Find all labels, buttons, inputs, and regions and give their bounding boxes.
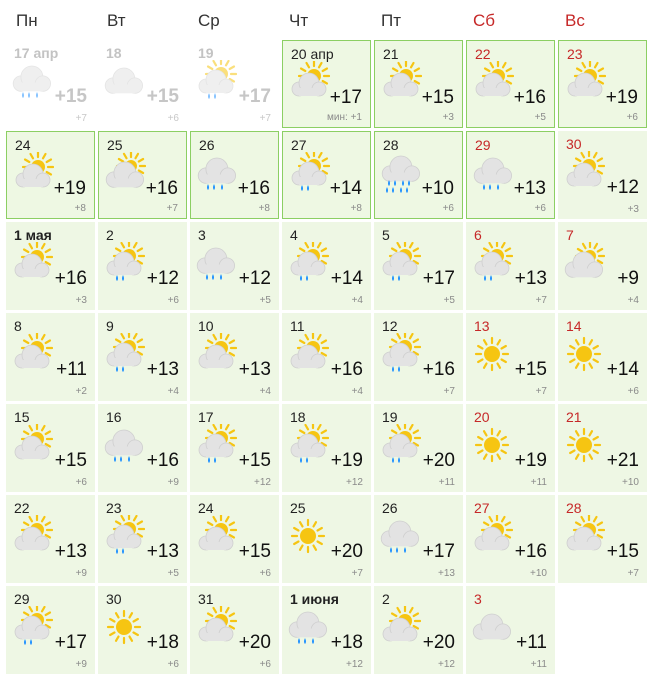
sun-rain-icon [379, 424, 421, 466]
day-min-temp: +6 [167, 659, 179, 670]
partly-cloudy-icon [471, 515, 513, 557]
day-temp: +9 [617, 268, 639, 289]
day-min-temp: +12 [254, 477, 271, 488]
day-min-temp: +6 [259, 659, 271, 670]
partly-cloudy-icon [380, 61, 422, 103]
day-label: 17 апр [14, 45, 59, 61]
day-min-temp: +9 [167, 477, 179, 488]
weekday-tue: Вт [107, 11, 126, 30]
partly-cloudy-icon [12, 152, 54, 194]
day-temp: +13 [513, 178, 546, 199]
day-min-temp: +8 [350, 203, 362, 214]
day-cell[interactable] [282, 313, 371, 401]
day-min-temp: +5 [259, 295, 271, 306]
day-min-temp: +2 [75, 386, 87, 397]
day-temp: +15 [54, 86, 87, 107]
day-label: 11 [290, 318, 305, 334]
day-temp: +15 [238, 541, 271, 562]
partly-cloudy-icon [11, 515, 53, 557]
cloudy-sun-icon [563, 242, 605, 284]
partly-cloudy-icon [564, 61, 606, 103]
day-label: 1 июня [290, 591, 339, 607]
day-label: 10 [198, 318, 214, 334]
day-temp: +19 [53, 178, 86, 199]
day-cell[interactable] [190, 131, 279, 219]
day-label: 3 [474, 591, 482, 607]
day-label: 8 [14, 318, 22, 334]
day-temp: +21 [606, 450, 639, 471]
day-temp: +15 [421, 87, 454, 108]
day-temp: +13 [146, 541, 179, 562]
day-cell[interactable] [558, 40, 647, 128]
sun-rain-icon [288, 152, 330, 194]
day-min-temp: +6 [534, 203, 546, 214]
day-temp: +17 [422, 268, 455, 289]
day-min-temp: +5 [443, 295, 455, 306]
day-temp: +17 [422, 541, 455, 562]
day-label: 12 [382, 318, 398, 334]
day-cell[interactable] [466, 495, 555, 583]
calendar-grid [6, 40, 650, 684]
day-cell[interactable] [6, 40, 95, 128]
cloud-icon [471, 606, 513, 648]
sun-icon [103, 606, 145, 648]
day-label: 13 [474, 318, 490, 334]
sun-rain-icon [287, 424, 329, 466]
day-temp: +18 [330, 632, 363, 653]
day-label: 21 [566, 409, 582, 425]
day-label: 23 [567, 46, 583, 62]
day-min-temp: +4 [167, 386, 179, 397]
sun-icon [471, 333, 513, 375]
day-min-temp: +12 [346, 659, 363, 670]
day-min-temp: +10 [622, 477, 639, 488]
day-cell[interactable] [6, 313, 95, 401]
day-min-temp: +12 [438, 659, 455, 670]
sun-rain-icon [103, 242, 145, 284]
sun-rain-icon [103, 515, 145, 557]
day-min-temp: +6 [259, 568, 271, 579]
day-label: 28 [566, 500, 582, 516]
day-cell[interactable] [190, 404, 279, 492]
day-min-temp: +6 [167, 113, 179, 124]
day-label: 30 [566, 136, 582, 152]
day-temp: +14 [330, 268, 363, 289]
day-temp: +19 [605, 87, 638, 108]
sun-icon [471, 424, 513, 466]
sun-rain-icon [379, 242, 421, 284]
day-cell[interactable] [6, 222, 95, 310]
partly-cloudy-icon [287, 333, 329, 375]
rain-cloud-icon [11, 60, 53, 102]
day-label: 2 [382, 591, 390, 607]
day-temp: +16 [513, 87, 546, 108]
heavy-rain-icon [380, 152, 422, 194]
day-cell[interactable] [558, 404, 647, 492]
rain-cloud-icon [195, 242, 237, 284]
day-min-temp: мин: +1 [327, 112, 362, 123]
day-temp: +13 [146, 359, 179, 380]
day-cell[interactable] [282, 586, 371, 674]
day-min-temp: +7 [351, 568, 363, 579]
day-cell[interactable] [374, 131, 463, 219]
day-cell[interactable] [374, 313, 463, 401]
day-temp: +16 [514, 541, 547, 562]
day-temp: +14 [606, 359, 639, 380]
day-temp: +20 [422, 450, 455, 471]
day-cell[interactable] [190, 495, 279, 583]
sun-icon [287, 515, 329, 557]
day-cell[interactable] [98, 586, 187, 674]
day-cell[interactable] [6, 495, 95, 583]
day-min-temp: +5 [167, 568, 179, 579]
day-temp: +19 [330, 450, 363, 471]
day-temp: +15 [238, 450, 271, 471]
day-cell[interactable] [466, 222, 555, 310]
weekday-header [0, 0, 660, 40]
partly-cloudy-icon [472, 61, 514, 103]
day-label: 29 [475, 137, 491, 153]
day-label: 30 [106, 591, 122, 607]
day-cell[interactable] [282, 404, 371, 492]
partly-cloudy-icon [195, 333, 237, 375]
day-temp: +20 [422, 632, 455, 653]
day-label: 9 [106, 318, 114, 334]
day-cell[interactable] [374, 40, 463, 128]
day-min-temp: +7 [535, 295, 547, 306]
day-label: 18 [106, 45, 122, 61]
day-label: 1 мая [14, 227, 52, 243]
day-temp: +13 [514, 268, 547, 289]
sun-rain-icon [379, 333, 421, 375]
day-label: 22 [475, 46, 491, 62]
day-min-temp: +7 [627, 568, 639, 579]
day-min-temp: +8 [258, 203, 270, 214]
sun-rain-icon [287, 242, 329, 284]
weekday-fri: Пт [381, 11, 402, 30]
day-label: 3 [198, 227, 206, 243]
cloudy-sun-icon [104, 152, 146, 194]
day-label: 2 [106, 227, 114, 243]
day-min-temp: +4 [351, 295, 363, 306]
day-temp: +18 [146, 632, 179, 653]
day-cell[interactable] [466, 313, 555, 401]
day-temp: +16 [422, 359, 455, 380]
rain-cloud-icon [287, 606, 329, 648]
sun-rain-icon [11, 606, 53, 648]
day-cell[interactable] [190, 313, 279, 401]
day-temp: +16 [145, 178, 178, 199]
day-label: 22 [14, 500, 30, 516]
day-label: 27 [474, 500, 490, 516]
sun-rain-icon [103, 333, 145, 375]
day-min-temp: +11 [530, 659, 547, 670]
day-temp: +17 [54, 632, 87, 653]
day-label: 24 [15, 137, 31, 153]
day-label: 4 [290, 227, 298, 243]
day-label: 26 [199, 137, 215, 153]
partly-cloudy-icon [195, 515, 237, 557]
day-temp: +19 [514, 450, 547, 471]
day-temp: +15 [146, 86, 179, 107]
partly-cloudy-icon [379, 606, 421, 648]
day-min-temp: +4 [351, 386, 363, 397]
partly-cloudy-icon [11, 424, 53, 466]
weekday-mon: Пн [16, 11, 38, 30]
day-temp: +14 [329, 178, 362, 199]
rain-cloud-icon [379, 515, 421, 557]
day-label: 17 [198, 409, 214, 425]
day-min-temp: +12 [346, 477, 363, 488]
day-min-temp: +7 [166, 203, 178, 214]
day-min-temp: +11 [530, 477, 547, 488]
day-label: 23 [106, 500, 122, 516]
day-temp: +15 [54, 450, 87, 471]
day-temp: +17 [329, 87, 362, 108]
day-label: 6 [474, 227, 482, 243]
day-min-temp: +9 [75, 659, 87, 670]
day-cell[interactable] [190, 586, 279, 674]
day-temp: +16 [146, 450, 179, 471]
cloud-icon [103, 60, 145, 102]
day-label: 5 [382, 227, 390, 243]
day-temp: +13 [238, 359, 271, 380]
day-label: 26 [382, 500, 398, 516]
day-min-temp: +4 [259, 386, 271, 397]
day-min-temp: +6 [442, 203, 454, 214]
day-min-temp: +10 [530, 568, 547, 579]
day-temp: +20 [238, 632, 271, 653]
day-cell[interactable] [466, 586, 555, 674]
partly-cloudy-icon [195, 606, 237, 648]
day-cell[interactable] [98, 495, 187, 583]
day-temp: +15 [514, 359, 547, 380]
sun-icon [563, 333, 605, 375]
day-cell[interactable] [374, 495, 463, 583]
day-min-temp: +3 [75, 295, 87, 306]
day-min-temp: +5 [534, 112, 546, 123]
rain-cloud-icon [472, 152, 514, 194]
day-label: 20 апр [291, 46, 334, 62]
day-label: 27 [291, 137, 307, 153]
day-cell[interactable] [558, 313, 647, 401]
day-min-temp: +6 [75, 477, 87, 488]
day-temp: +12 [146, 268, 179, 289]
day-cell[interactable] [6, 586, 95, 674]
day-label: 19 [198, 45, 214, 61]
day-label: 29 [14, 591, 30, 607]
day-label: 25 [290, 500, 306, 516]
sun-rain-icon [195, 60, 237, 102]
day-min-temp: +7 [443, 386, 455, 397]
day-cell[interactable] [558, 131, 647, 219]
day-label: 28 [383, 137, 399, 153]
day-cell[interactable] [374, 404, 463, 492]
day-min-temp: +11 [438, 477, 455, 488]
day-cell[interactable] [558, 495, 647, 583]
day-min-temp: +13 [438, 568, 455, 579]
day-label: 25 [107, 137, 123, 153]
day-label: 7 [566, 227, 574, 243]
day-label: 19 [382, 409, 398, 425]
day-temp: +11 [56, 359, 87, 380]
day-cell[interactable] [98, 222, 187, 310]
rain-cloud-icon [196, 152, 238, 194]
day-temp: +16 [330, 359, 363, 380]
day-cell[interactable] [6, 131, 95, 219]
day-cell[interactable] [282, 495, 371, 583]
day-cell[interactable] [466, 404, 555, 492]
day-temp: +11 [516, 632, 547, 653]
partly-cloudy-icon [288, 61, 330, 103]
day-label: 18 [290, 409, 306, 425]
weekday-sat: Сб [473, 11, 496, 30]
day-temp: +16 [54, 268, 87, 289]
partly-cloudy-icon [563, 151, 605, 193]
day-min-temp: +7 [535, 386, 547, 397]
day-label: 15 [14, 409, 30, 425]
partly-cloudy-icon [11, 242, 53, 284]
day-cell[interactable] [282, 40, 371, 128]
day-min-temp: +6 [167, 295, 179, 306]
day-cell[interactable] [190, 40, 279, 128]
day-cell[interactable] [466, 40, 555, 128]
weekday-sun: Вс [565, 11, 585, 30]
day-label: 31 [198, 591, 214, 607]
day-temp: +20 [330, 541, 363, 562]
day-cell[interactable] [98, 404, 187, 492]
day-cell[interactable] [374, 222, 463, 310]
day-label: 24 [198, 500, 214, 516]
day-min-temp: +7 [75, 113, 87, 124]
day-min-temp: +6 [626, 112, 638, 123]
day-min-temp: +3 [442, 112, 454, 123]
day-cell[interactable] [190, 222, 279, 310]
day-min-temp: +6 [627, 386, 639, 397]
day-temp: +13 [54, 541, 87, 562]
day-min-temp: +8 [74, 203, 86, 214]
day-cell[interactable] [282, 131, 371, 219]
day-min-temp: +4 [627, 295, 639, 306]
weekday-thu: Чт [289, 11, 309, 30]
day-temp: +12 [606, 177, 639, 198]
day-cell[interactable] [282, 222, 371, 310]
day-cell[interactable] [374, 586, 463, 674]
day-label: 20 [474, 409, 490, 425]
day-cell[interactable] [98, 131, 187, 219]
day-min-temp: +3 [627, 204, 639, 215]
weekday-wed: Ср [198, 11, 220, 30]
day-cell[interactable] [558, 222, 647, 310]
partly-cloudy-icon [563, 515, 605, 557]
day-min-temp: +9 [75, 568, 87, 579]
sun-rain-icon [195, 424, 237, 466]
day-temp: +15 [606, 541, 639, 562]
day-temp: +10 [421, 178, 454, 199]
day-cell[interactable] [98, 40, 187, 128]
day-cell[interactable] [466, 131, 555, 219]
day-label: 21 [383, 46, 399, 62]
sun-rain-icon [471, 242, 513, 284]
day-label: 14 [566, 318, 582, 334]
day-cell[interactable] [6, 404, 95, 492]
day-temp: +16 [237, 178, 270, 199]
sun-icon [563, 424, 605, 466]
day-min-temp: +7 [259, 113, 271, 124]
partly-cloudy-icon [11, 333, 53, 375]
day-label: 16 [106, 409, 122, 425]
day-temp: +17 [238, 86, 271, 107]
day-cell[interactable] [98, 313, 187, 401]
rain-cloud-icon [103, 424, 145, 466]
day-temp: +12 [238, 268, 271, 289]
